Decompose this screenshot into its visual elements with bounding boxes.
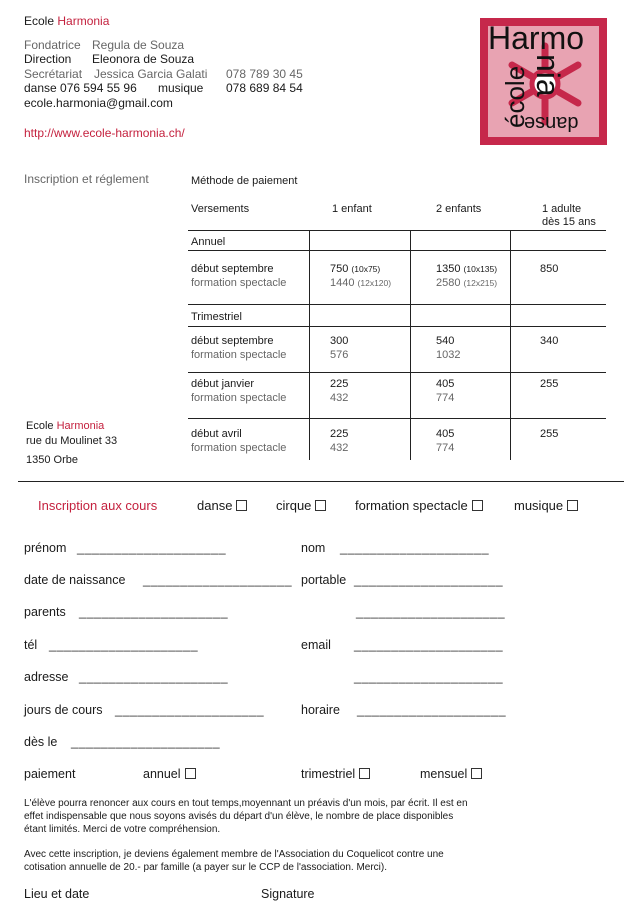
founder-label: Fondatrice — [24, 38, 81, 52]
checkbox[interactable] — [472, 500, 483, 511]
birth-label: date de naissance — [24, 573, 126, 587]
jours-label: jours de cours — [24, 703, 103, 717]
cell-value: 750 — [330, 263, 349, 275]
logo-word-2: nia — [530, 54, 566, 97]
cell-note: (12x215) — [463, 278, 498, 288]
paiement-label: paiement — [24, 767, 76, 781]
cell-value: 432 — [330, 392, 349, 404]
school-logo — [480, 18, 607, 145]
prenom-label: prénom — [24, 541, 67, 555]
row-label: début avril — [191, 428, 242, 440]
email-address[interactable]: ecole.harmonia@gmail.com — [24, 96, 173, 110]
adresse-field[interactable]: ____________________ — [79, 670, 229, 684]
option-cirque[interactable]: cirque — [276, 498, 326, 513]
row-label: début septembre — [191, 335, 274, 347]
row-sub: formation spectacle — [191, 442, 287, 454]
address-school: Ecole Harmonia — [26, 420, 105, 432]
address-city: 1350 Orbe — [26, 454, 78, 466]
cell-value: 405 — [436, 428, 455, 440]
cell-value: 255 — [540, 428, 559, 440]
note-line: effet indispensable que nous soyons avisés du départ d'un élève, le nombre de place disponibles — [24, 811, 454, 822]
option-danse[interactable]: danse — [197, 498, 247, 513]
checkbox[interactable] — [471, 768, 482, 779]
cell-value: 540 — [436, 335, 455, 347]
paiement-trimestriel[interactable]: trimestriel — [301, 767, 370, 781]
nom-field[interactable]: ____________________ — [340, 541, 490, 555]
table-vline — [309, 230, 310, 460]
cell-value: 774 — [436, 392, 455, 404]
cell-value: 1032 — [436, 349, 461, 361]
row-sub: formation spectacle — [191, 349, 287, 361]
adresse-label: adresse — [24, 670, 69, 684]
email-label: email — [301, 638, 331, 652]
cell-value: 405 — [436, 378, 455, 390]
cell-value: 850 — [540, 263, 559, 275]
cell-value: 340 — [540, 335, 559, 347]
parents-field-2[interactable]: ____________________ — [356, 605, 506, 619]
horaire-label: horaire — [301, 703, 340, 717]
col-1-adulte-sub: dès 15 ans — [542, 216, 596, 228]
note-line: Avec cette inscription, je deviens également membre de l'Association du Coquelicot contre une — [24, 849, 444, 860]
parents-field[interactable]: ____________________ — [79, 605, 229, 619]
cell-value: 225 — [330, 378, 349, 390]
email-field[interactable]: ____________________ — [354, 638, 504, 652]
table-line — [188, 326, 606, 327]
cell-note: (12x120) — [357, 278, 392, 288]
signature-label: Signature — [261, 887, 315, 901]
col-2-enfants: 2 enfants — [436, 203, 482, 215]
cell-value: 1440 — [330, 277, 355, 289]
option-musique[interactable]: musique — [514, 498, 578, 513]
lieu-date-label: Lieu et date — [24, 887, 90, 901]
row-sub: formation spectacle — [191, 277, 287, 289]
jours-field[interactable]: ____________________ — [115, 703, 265, 717]
cell-value: 1350 — [436, 263, 461, 275]
table-line — [188, 230, 606, 231]
cell-value: 300 — [330, 335, 349, 347]
form-title: Inscription aux cours — [38, 498, 158, 513]
secretariat-name: Jessica Garcia Galati — [94, 67, 208, 81]
danse-phone: danse 076 594 55 96 — [24, 81, 137, 95]
row-label: début septembre — [191, 263, 274, 275]
cell-value: 774 — [436, 442, 455, 454]
secretariat-phone: 078 789 30 45 — [226, 67, 303, 81]
table-line — [188, 418, 606, 419]
checkbox[interactable] — [236, 500, 247, 511]
table-line — [188, 372, 606, 373]
note-line: étant limités. Merci de votre compréhension. — [24, 824, 221, 835]
address-street: rue du Moulinet 33 — [26, 435, 118, 447]
musique-label: musique — [158, 81, 204, 95]
parents-label: parents — [24, 605, 66, 619]
des-le-label: dès le — [24, 735, 58, 749]
adresse-field-2[interactable]: ____________________ — [354, 670, 504, 684]
cell-value: 255 — [540, 378, 559, 390]
col-1-adulte: 1 adulte — [542, 203, 582, 215]
note-line: cotisation annuelle de 20.- par famille (a payer sur le CCP de l'association. Merci). — [24, 862, 388, 873]
cell-note: (10x75) — [351, 264, 381, 274]
checkbox[interactable] — [185, 768, 196, 779]
fees-section-label: Inscription et réglement — [24, 172, 149, 186]
horaire-field[interactable]: ____________________ — [357, 703, 507, 717]
col-1-enfant: 1 enfant — [332, 203, 372, 215]
cell-value: 2580 — [436, 277, 461, 289]
nom-label: nom — [301, 541, 326, 555]
table-vline — [510, 230, 511, 460]
checkbox[interactable] — [567, 500, 578, 511]
note-line: L'élève pourra renoncer aux cours en tout temps,moyennant un préavis d'un mois, par écrit. Il est en — [24, 798, 468, 809]
table-line — [188, 304, 606, 305]
row-sub: formation spectacle — [191, 392, 287, 404]
portable-field[interactable]: ____________________ — [354, 573, 504, 587]
direction-name: Eleonora de Souza — [92, 52, 195, 66]
paiement-mensuel[interactable]: mensuel — [420, 767, 482, 781]
annuel-label: Annuel — [191, 236, 226, 248]
cell-value: 225 — [330, 428, 349, 440]
table-line — [188, 250, 606, 251]
logo-word-bottom: danse — [524, 112, 579, 134]
prenom-field[interactable]: ____________________ — [77, 541, 227, 555]
table-vline — [410, 230, 411, 460]
birth-field[interactable]: ____________________ — [143, 573, 293, 587]
logo-word-1: Harmo — [488, 20, 585, 56]
logo-word-vertical: école — [500, 65, 530, 128]
row-label: début janvier — [191, 378, 254, 390]
checkbox[interactable] — [359, 768, 370, 779]
tel-field[interactable]: ____________________ — [49, 638, 199, 652]
col-versements: Versements — [191, 203, 250, 215]
secretariat-label: Secrétariat — [24, 67, 83, 81]
des-le-field[interactable]: ____________________ — [71, 735, 221, 749]
cell-value: 576 — [330, 349, 349, 361]
checkbox[interactable] — [315, 500, 326, 511]
cell-note: (10x135) — [463, 264, 498, 274]
section-divider — [18, 481, 624, 482]
option-formation-spectacle[interactable]: formation spectacle — [355, 498, 483, 513]
portable-label: portable — [301, 573, 347, 587]
founder-name: Regula de Souza — [92, 38, 185, 52]
website-link[interactable]: http://www.ecole-harmonia.ch/ — [24, 126, 185, 140]
trimestriel-label: Trimestriel — [191, 311, 242, 323]
musique-phone: 078 689 84 54 — [226, 81, 303, 95]
school-title: Ecole Harmonia — [24, 14, 110, 28]
cell-value: 432 — [330, 442, 349, 454]
tel-label: tél — [24, 638, 38, 652]
payment-method-label: Méthode de paiement — [191, 175, 298, 187]
direction-label: Direction — [24, 52, 72, 66]
paiement-annuel[interactable]: annuel — [143, 767, 196, 781]
